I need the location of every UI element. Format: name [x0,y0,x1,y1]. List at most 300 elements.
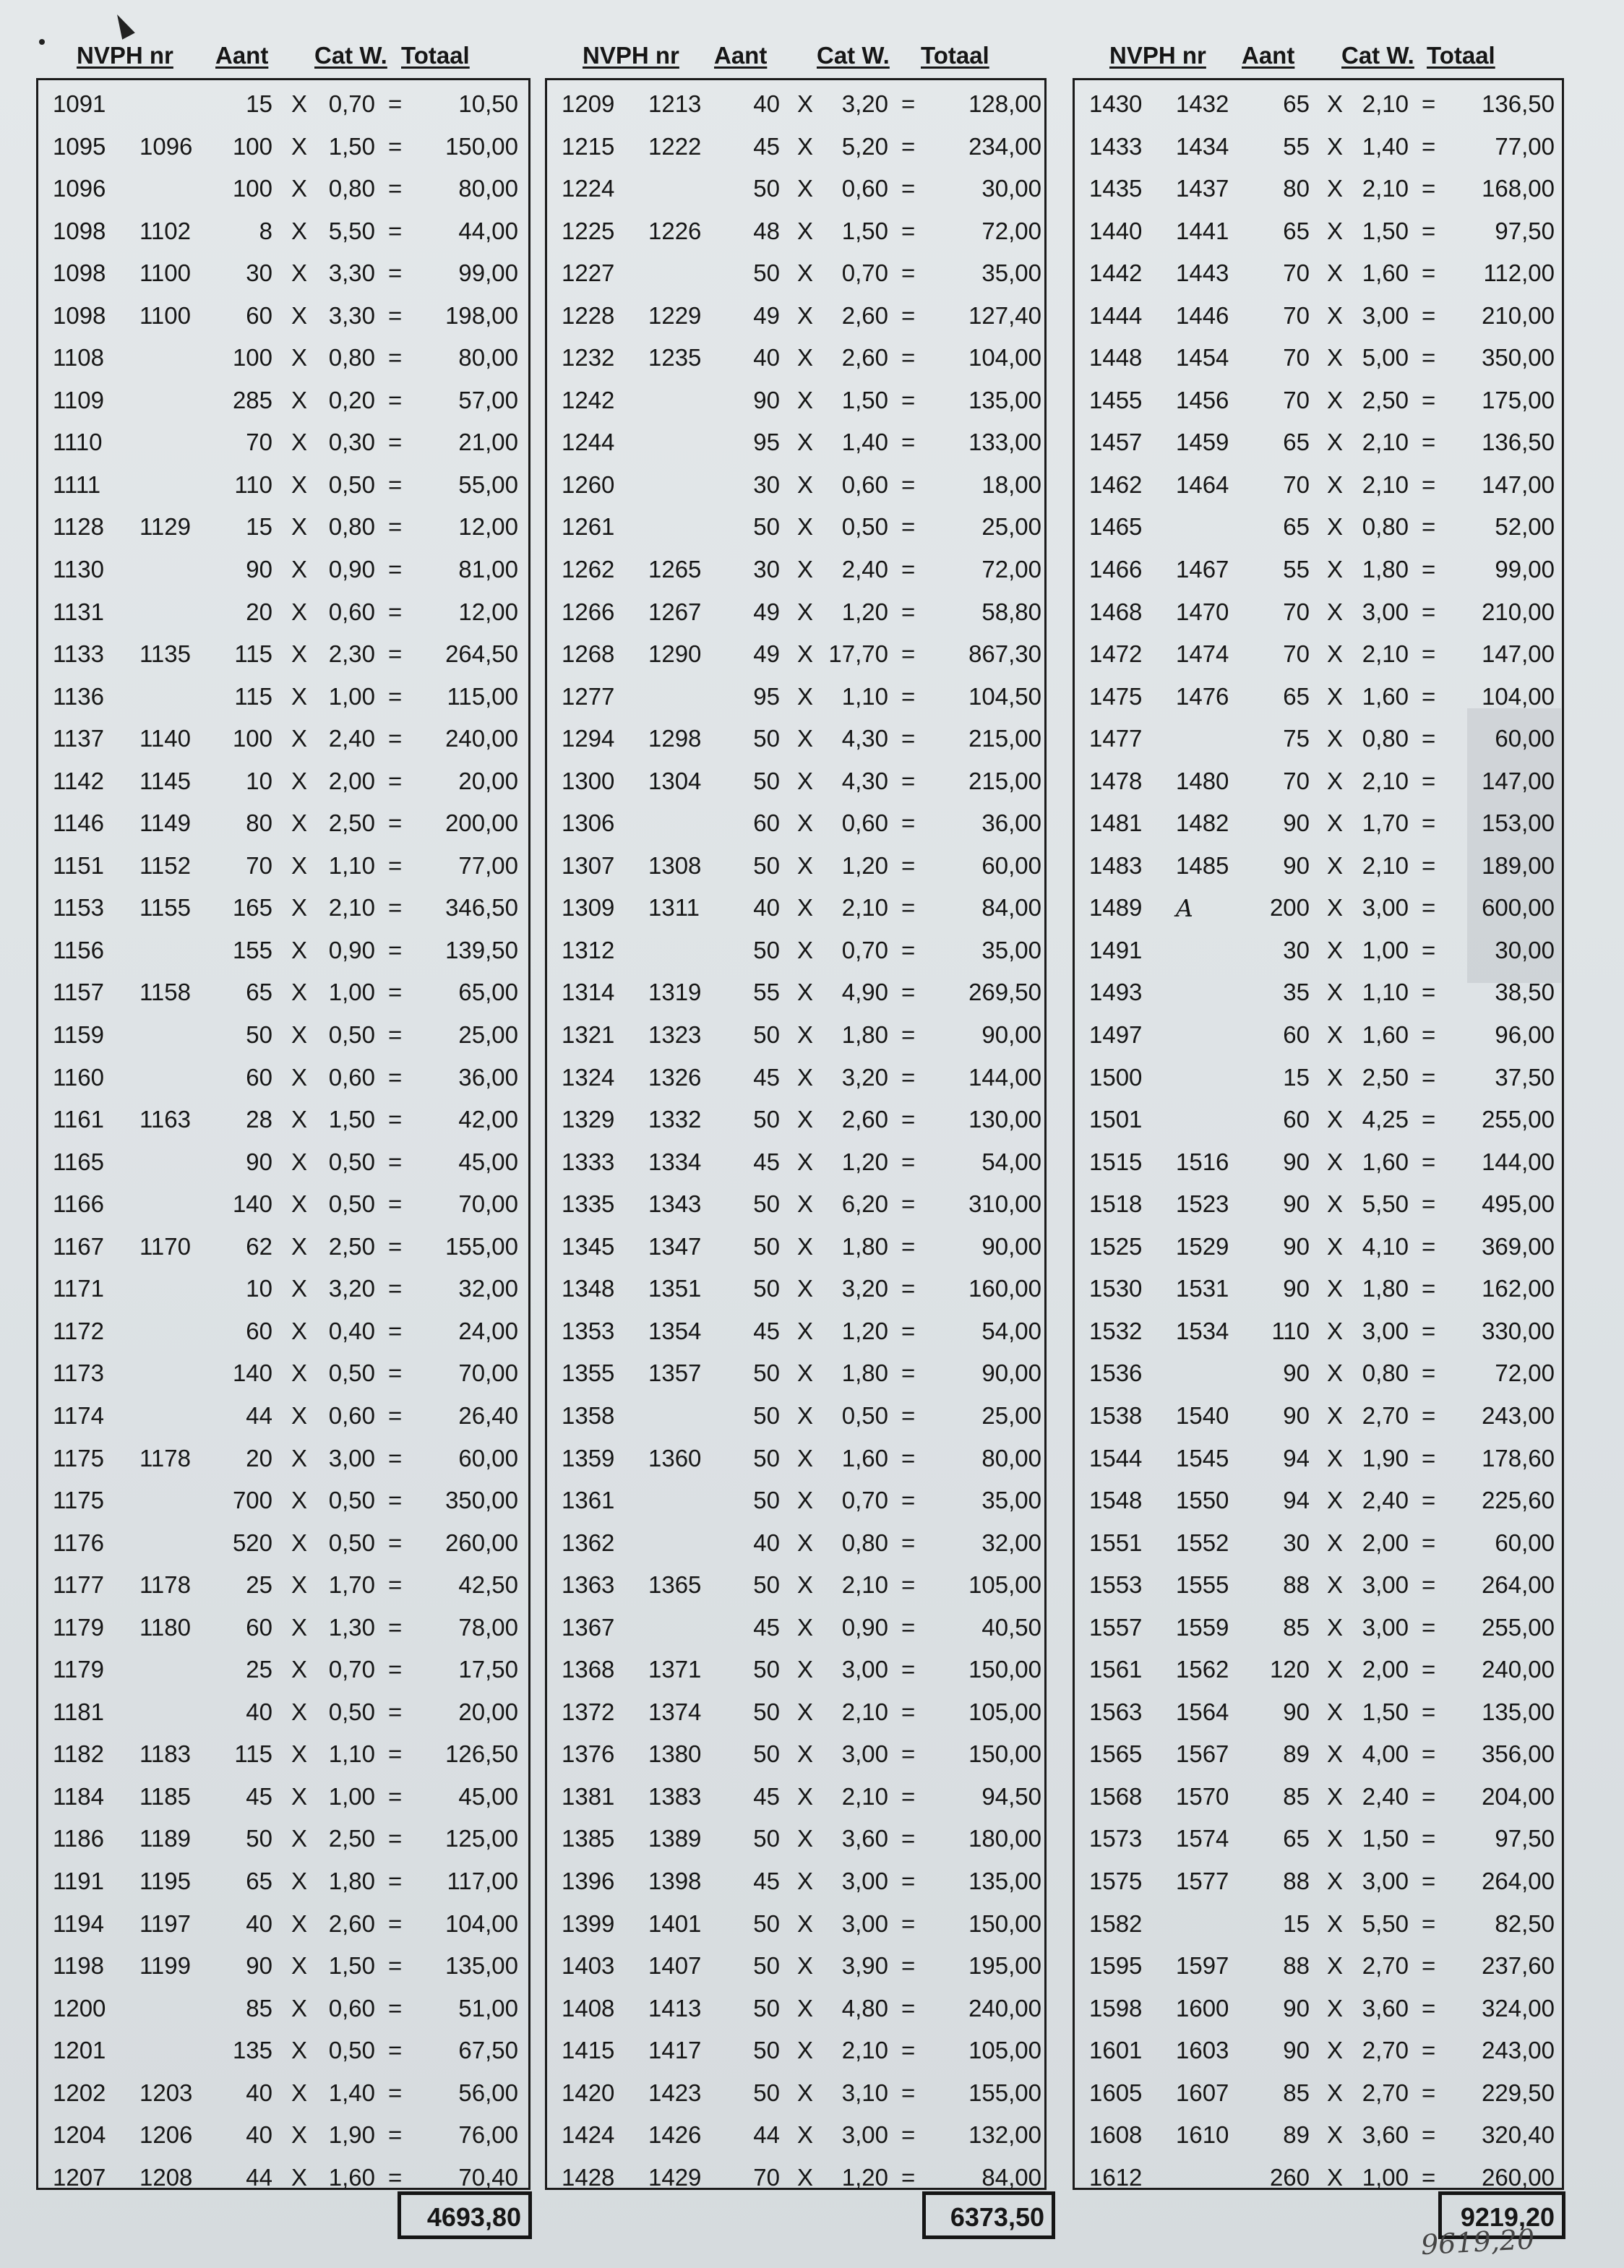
table-row [547,591,1044,634]
catalog-price: 1,70 [1362,809,1409,837]
line-total: 350,00 [445,1487,518,1514]
line-total: 84,00 [981,894,1041,922]
equals-sign: = [1422,1825,1436,1852]
quantity: 200 [1269,894,1310,922]
times-sign: X [1327,259,1344,287]
catalog-price: 0,60 [841,809,888,837]
line-total: 160,00 [968,1275,1041,1302]
equals-sign: = [901,344,916,371]
times-sign: X [1327,344,1344,371]
table-row [547,1649,1044,1691]
catalog-price: 0,50 [328,1698,375,1725]
equals-sign: = [901,132,916,160]
nvph-from: 1478 [1089,767,1143,794]
nvph-to: 1562 [1176,1656,1229,1683]
times-sign: X [291,1867,308,1894]
times-sign: X [1327,682,1344,710]
header-nvph: NVPH nr [77,42,173,69]
line-total: 30,00 [1495,936,1555,963]
nvph-from: 1353 [562,1317,615,1344]
quantity: 50 [753,1275,780,1302]
times-sign: X [797,1952,814,1980]
catalog-price: 3,00 [1362,301,1409,329]
nvph-from: 1136 [53,682,104,710]
line-total: 30,00 [981,175,1041,202]
times-sign: X [1327,2121,1344,2149]
times-sign: X [1327,1613,1344,1641]
nvph-to: 1426 [648,2121,702,2149]
line-total: 310,00 [968,1190,1041,1218]
catalog-price: 0,70 [841,1487,888,1514]
catalog-price: 1,20 [841,851,888,879]
nvph-from: 1111 [53,471,101,498]
table-row [38,210,528,253]
catalog-price: 3,00 [328,1444,375,1472]
nvph-to: 1607 [1176,2079,1229,2106]
nvph-from: 1142 [53,767,104,794]
equals-sign: = [388,344,403,371]
table-row [547,1988,1044,2030]
catalog-price: 1,10 [328,1740,375,1768]
times-sign: X [797,1148,814,1175]
times-sign: X [291,1401,308,1429]
nvph-to: 1152 [139,851,191,879]
line-total: 147,00 [1482,767,1555,794]
line-total: 51,00 [458,1994,518,2022]
table-row [547,802,1044,845]
nvph-from: 1335 [562,1190,615,1218]
nvph-to: 1100 [139,259,191,287]
line-total: 243,00 [1482,1401,1555,1429]
nvph-from: 1368 [562,1656,615,1683]
table-row [547,1099,1044,1141]
nvph-to: 1597 [1176,1952,1229,1980]
equals-sign: = [901,809,916,837]
quantity: 89 [1283,2121,1310,2149]
line-total: 12,00 [458,598,518,625]
times-sign: X [797,809,814,837]
catalog-price: 2,50 [328,1232,375,1260]
times-sign: X [1327,556,1344,583]
catalog-price: 5,20 [841,132,888,160]
quantity: 40 [246,2079,272,2106]
line-total: 132,00 [968,2121,1041,2149]
nvph-from: 1151 [53,851,104,879]
catalog-price: 3,30 [328,301,375,329]
table-row [38,802,528,845]
catalog-price: 1,40 [1362,132,1409,160]
table-row [1075,591,1562,634]
nvph-from: 1424 [562,2121,615,2149]
equals-sign: = [388,513,403,541]
line-total: 70,40 [458,2163,518,2191]
header-totaal: Totaal [921,42,989,69]
nvph-to: 1446 [1176,301,1229,329]
times-sign: X [797,1106,814,1133]
nvph-from: 1372 [562,1698,615,1725]
nvph-to: 1523 [1176,1190,1229,1218]
line-total: 155,00 [445,1232,518,1260]
quantity: 60 [753,809,780,837]
times-sign: X [291,1613,308,1641]
equals-sign: = [1422,1867,1436,1894]
equals-sign: = [388,725,403,752]
times-sign: X [291,1952,308,1980]
quantity: 20 [246,1444,272,1472]
catalog-price: 3,00 [1362,894,1409,922]
quantity: 155 [232,936,272,963]
equals-sign: = [1422,1740,1436,1768]
times-sign: X [1327,1148,1344,1175]
times-sign: X [1327,1444,1344,1472]
table-row [547,1141,1044,1184]
catalog-price: 1,20 [841,1317,888,1344]
nvph-to: 1555 [1176,1571,1229,1599]
catalog-price: 3,00 [841,1910,888,1937]
equals-sign: = [901,851,916,879]
catalog-price: 2,50 [328,1825,375,1852]
table-row [1075,1268,1562,1310]
times-sign: X [1327,767,1344,794]
times-sign: X [1327,1275,1344,1302]
nvph-from: 1262 [562,556,615,583]
equals-sign: = [1422,640,1436,668]
equals-sign: = [1422,682,1436,710]
catalog-price: 1,50 [1362,1825,1409,1852]
nvph-from: 1091 [53,90,106,117]
nvph-from: 1324 [562,1063,615,1091]
quantity: 25 [246,1571,272,1599]
catalog-price: 4,00 [1362,1740,1409,1768]
table-row [38,1945,528,1988]
times-sign: X [1327,1021,1344,1049]
catalog-price: 1,10 [841,682,888,710]
equals-sign: = [388,471,403,498]
nvph-from: 1573 [1089,1825,1143,1852]
equals-sign: = [1422,301,1436,329]
equals-sign: = [901,1529,916,1556]
line-total: 96,00 [1495,1021,1555,1049]
nvph-from: 1128 [53,513,104,541]
equals-sign: = [388,132,403,160]
nvph-from: 1345 [562,1232,615,1260]
nvph-from: 1363 [562,1571,615,1599]
table-row [38,1564,528,1607]
catalog-price: 1,60 [1362,682,1409,710]
table-row [1075,1733,1562,1776]
times-sign: X [291,1317,308,1344]
equals-sign: = [901,2121,916,2149]
equals-sign: = [1422,894,1436,922]
catalog-price: 3,30 [328,259,375,287]
line-total: 162,00 [1482,1275,1555,1302]
nvph-from: 1307 [562,851,615,879]
quantity: 75 [1283,725,1310,752]
equals-sign: = [388,851,403,879]
table-row [1075,760,1562,803]
nvph-to: 1357 [648,1359,702,1387]
table-row [547,1945,1044,1988]
equals-sign: = [388,979,403,1006]
line-total: 867,30 [968,640,1041,668]
equals-sign: = [1422,1106,1436,1133]
table-row [38,2072,528,2115]
catalog-price: 2,10 [1362,471,1409,498]
equals-sign: = [1422,1571,1436,1599]
line-total: 105,00 [968,1571,1041,1599]
nvph-to: 1545 [1176,1444,1229,1472]
quantity: 70 [246,429,272,456]
catalog-price: 2,10 [841,1698,888,1725]
quantity: 65 [246,979,272,1006]
times-sign: X [291,936,308,963]
nvph-to: 1470 [1176,598,1229,625]
table-row [547,337,1044,379]
times-sign: X [1327,979,1344,1006]
line-total: 60,00 [458,1444,518,1472]
nvph-to: 1343 [648,1190,702,1218]
quantity: 90 [1283,1275,1310,1302]
quantity: 90 [1283,1232,1310,1260]
column-header [0,42,1624,75]
quantity: 50 [753,1021,780,1049]
quantity: 50 [753,1190,780,1218]
equals-sign: = [1422,1952,1436,1980]
times-sign: X [1327,175,1344,202]
nvph-from: 1500 [1089,1063,1143,1091]
table-row [1075,2029,1562,2072]
equals-sign: = [901,429,916,456]
quantity: 50 [753,767,780,794]
header-nvph: NVPH nr [1109,42,1206,69]
quantity: 35 [1283,979,1310,1006]
equals-sign: = [388,1190,403,1218]
table-row [1075,1226,1562,1268]
equals-sign: = [901,767,916,794]
line-total: 105,00 [968,1698,1041,1725]
times-sign: X [797,640,814,668]
catalog-price: 0,80 [328,175,375,202]
times-sign: X [1327,513,1344,541]
quantity: 15 [246,513,272,541]
quantity: 285 [232,386,272,413]
times-sign: X [797,217,814,244]
equals-sign: = [1422,2121,1436,2149]
equals-sign: = [388,1401,403,1429]
equals-sign: = [1422,1698,1436,1725]
line-total: 198,00 [445,301,518,329]
nvph-to: 1155 [139,894,191,922]
nvph-from: 1131 [53,598,104,625]
equals-sign: = [388,1487,403,1514]
nvph-to: 1183 [139,1740,191,1768]
quantity: 100 [232,132,272,160]
catalog-price: 3,20 [841,1275,888,1302]
catalog-price: 2,50 [328,809,375,837]
table-row [38,845,528,888]
line-total: 55,00 [458,471,518,498]
nvph-from: 1277 [562,682,615,710]
line-total: 94,50 [981,1782,1041,1810]
quantity: 50 [753,2037,780,2064]
nvph-from: 1215 [562,132,615,160]
line-total: 115,00 [447,682,518,710]
equals-sign: = [901,1359,916,1387]
table-row [547,295,1044,338]
times-sign: X [1327,2037,1344,2064]
catalog-price: 2,40 [1362,1487,1409,1514]
quantity: 45 [753,1063,780,1091]
line-total: 20,00 [458,1698,518,1725]
quantity: 45 [753,132,780,160]
equals-sign: = [1422,851,1436,879]
quantity: 90 [246,1148,272,1175]
line-total: 80,00 [458,344,518,371]
nvph-from: 1309 [562,894,615,922]
nvph-to: 1178 [139,1571,191,1599]
quantity: 60 [246,301,272,329]
table-row [547,464,1044,507]
equals-sign: = [388,556,403,583]
times-sign: X [1327,1571,1344,1599]
line-total: 25,00 [981,1401,1041,1429]
catalog-price: 3,00 [841,1656,888,1683]
times-sign: X [291,386,308,413]
equals-sign: = [1422,513,1436,541]
times-sign: X [1327,1401,1344,1429]
times-sign: X [291,1782,308,1810]
quantity: 70 [1283,386,1310,413]
line-total: 45,00 [458,1782,518,1810]
catalog-price: 0,60 [841,471,888,498]
catalog-price: 5,50 [1362,1910,1409,1937]
quantity: 45 [246,1782,272,1810]
catalog-price: 1,00 [328,979,375,1006]
nvph-from: 1605 [1089,2079,1143,2106]
catalog-price: 2,60 [328,1910,375,1937]
equals-sign: = [901,556,916,583]
times-sign: X [291,1656,308,1683]
line-total: 26,40 [458,1401,518,1429]
line-total: 225,60 [1482,1487,1555,1514]
table-row [38,676,528,718]
times-sign: X [291,175,308,202]
catalog-price: 2,10 [1362,767,1409,794]
line-total: 37,50 [1495,1063,1555,1091]
header-cat: Cat W. [1341,42,1414,69]
nvph-to: 1195 [139,1867,191,1894]
quantity: 70 [1283,301,1310,329]
times-sign: X [797,979,814,1006]
catalog-price: 0,90 [841,1613,888,1641]
table-row [38,1395,528,1438]
nvph-to: 1441 [1176,217,1229,244]
nvph-from: 1175 [53,1487,104,1514]
quantity: 50 [753,513,780,541]
nvph-from: 1385 [562,1825,615,1852]
table-row [1075,168,1562,210]
quantity: 115 [234,1740,272,1768]
nvph-from: 1548 [1089,1487,1143,1514]
equals-sign: = [388,2037,403,2064]
table-row [38,1099,528,1141]
nvph-from: 1294 [562,725,615,752]
nvph-to: 1222 [648,132,702,160]
quantity: 44 [246,1401,272,1429]
line-total: 320,40 [1482,2121,1555,2149]
equals-sign: = [388,640,403,668]
nvph-to: 1334 [648,1148,702,1175]
times-sign: X [797,1232,814,1260]
catalog-price: 1,40 [841,429,888,456]
catalog-price: 1,80 [841,1359,888,1387]
line-total: 32,00 [981,1529,1041,1556]
times-sign: X [291,1106,308,1133]
quantity: 40 [246,1698,272,1725]
equals-sign: = [901,1613,916,1641]
line-total: 189,00 [1482,851,1555,879]
nvph-to: 1559 [1176,1613,1229,1641]
nvph-from: 1314 [562,979,615,1006]
line-total: 125,00 [445,1825,518,1852]
nvph-from: 1200 [53,1994,106,2022]
table-row [38,1057,528,1099]
line-total: 80,00 [981,1444,1041,1472]
nvph-from: 1472 [1089,640,1143,668]
table-row [1075,1860,1562,1903]
times-sign: X [797,1190,814,1218]
line-total: 130,00 [968,1106,1041,1133]
nvph-to: 1574 [1176,1825,1229,1852]
nvph-to: 1158 [139,979,191,1006]
table-row [547,1014,1044,1057]
line-total: 97,50 [1495,1825,1555,1852]
line-total: 40,50 [981,1613,1041,1641]
line-total: 17,50 [458,1656,518,1683]
line-total: 153,00 [1482,809,1555,837]
line-total: 54,00 [981,1317,1041,1344]
table-row [547,845,1044,888]
quantity: 60 [1283,1021,1310,1049]
line-total: 350,00 [1482,344,1555,371]
equals-sign: = [901,1910,916,1937]
table-row [547,1226,1044,1268]
nvph-from: 1544 [1089,1444,1143,1472]
equals-sign: = [388,1275,403,1302]
nvph-from: 1444 [1089,301,1143,329]
table-row [1075,1776,1562,1818]
nvph-from: 1260 [562,471,615,498]
times-sign: X [291,979,308,1006]
table-row [547,1268,1044,1310]
quantity: 95 [753,682,780,710]
table-row [547,126,1044,168]
header-cat: Cat W. [314,42,387,69]
catalog-price: 4,25 [1362,1106,1409,1133]
equals-sign: = [901,979,916,1006]
line-total: 144,00 [968,1063,1041,1091]
catalog-price: 0,50 [328,1529,375,1556]
equals-sign: = [901,1444,916,1472]
nvph-from: 1582 [1089,1910,1143,1937]
nvph-to: 1347 [648,1232,702,1260]
nvph-to: 1096 [139,132,193,160]
table-row [1075,1438,1562,1480]
nvph-to: 1332 [648,1106,702,1133]
catalog-price: 1,50 [841,217,888,244]
nvph-from: 1167 [53,1232,104,1260]
quantity: 70 [1283,471,1310,498]
